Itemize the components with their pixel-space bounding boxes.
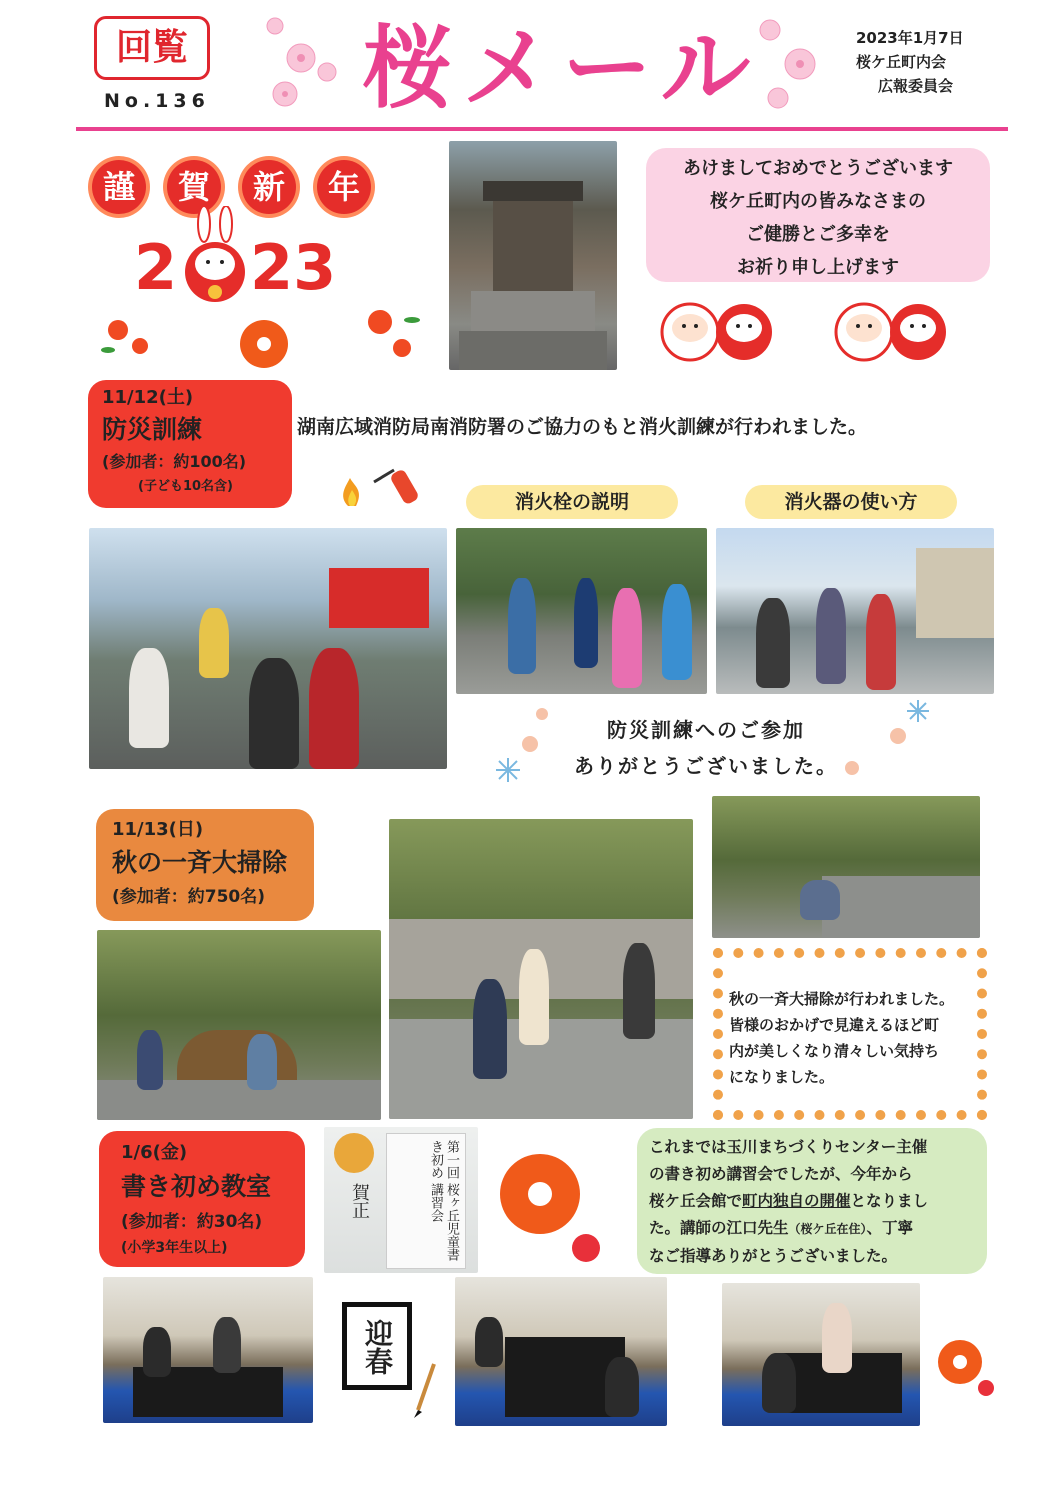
sakura-decoration-icon	[255, 10, 345, 110]
thanks-line: ありがとうございました。	[574, 754, 838, 778]
poster-line: 講習会	[428, 1183, 443, 1223]
greeting-char-blossom: 謹	[92, 160, 146, 214]
drill-crowd-photo	[89, 528, 447, 769]
cleanup-note-text	[723, 958, 977, 1090]
note-line: 皆様のおかげで見違えるほど町	[729, 1016, 940, 1034]
plum-blossom-icon	[98, 312, 158, 362]
cleanup-note	[713, 948, 987, 1120]
org-name: 桜ケ丘町内会	[856, 53, 947, 71]
note-part: となりまし	[850, 1192, 929, 1210]
calligraphy-note-line	[649, 1215, 987, 1243]
header-divider	[76, 127, 1008, 131]
issue-info	[856, 26, 964, 98]
drill-participants: (参加者：約100名)	[102, 452, 247, 471]
snowflake-icon	[836, 694, 936, 784]
calligraphy-class-photo-2	[455, 1277, 667, 1426]
calligraphy-class-photo-1	[103, 1277, 313, 1423]
cleanup-tag	[96, 809, 314, 921]
calligraphy-title: 書き初め教室	[121, 1172, 272, 1201]
calligraphy-tag	[99, 1131, 305, 1267]
drill-tag	[88, 380, 292, 508]
extinguisher-photo	[716, 528, 994, 694]
calligraphy-participants: (参加者：約30名)	[121, 1212, 263, 1232]
note-part: た。講師の江口先生	[649, 1219, 789, 1237]
note-small: （桜ケ丘在住）	[788, 1222, 867, 1236]
calligraphy-poster-photo	[324, 1127, 478, 1273]
brush-icon	[410, 1360, 440, 1420]
drill-kids: (子ども10名含)	[138, 479, 233, 494]
geishun-sign	[342, 1302, 412, 1390]
cleanup-participants: (参加者：約750名)	[112, 887, 266, 907]
caption-hydrant: 消火栓の説明	[466, 485, 678, 519]
plum-blossom-icon	[236, 316, 296, 372]
note-line: 内が美しくなり清々しい気持ち	[729, 1042, 940, 1060]
note-part: 、丁寧	[866, 1219, 914, 1237]
new-year-message	[646, 148, 990, 282]
circular-label: 回覧	[115, 27, 188, 68]
geishun-text: 迎春	[361, 1319, 394, 1375]
drill-description: 湖南広域消防局南消防署のご協力のもと消火訓練が行われました。	[297, 416, 868, 438]
newsletter-title: 桜メール	[362, 16, 761, 121]
calligraphy-class-photo-3	[722, 1283, 920, 1426]
message-line: 桜ケ丘町内の皆みなさまの	[710, 191, 926, 212]
thanks-line: 防災訓練へのご参加	[607, 718, 805, 742]
issue-date: 2023年1月7日	[856, 29, 964, 47]
drill-title: 防災訓練	[102, 415, 203, 444]
sakura-decoration-icon	[754, 10, 844, 110]
fire-extinguisher-icon	[334, 456, 424, 512]
year-digits-23: 23	[250, 231, 337, 304]
daruma-rabbit-icon	[182, 206, 248, 310]
drill-date: 11/12(土)	[102, 387, 194, 408]
calligraphy-note-line: これまでは玉川まちづくりセンター主催	[649, 1138, 928, 1156]
poster-line: 桜ヶ丘児童書き初め	[428, 1140, 459, 1262]
message-line: お祈り申し上げます	[737, 257, 899, 278]
cleanup-date: 11/13(日)	[112, 819, 204, 840]
committee-name: 広報委員会	[878, 77, 954, 95]
greeting-char-blossom: 年	[317, 160, 371, 214]
plum-blossom-icon	[934, 1336, 1000, 1400]
daruma-pair-icon	[832, 296, 952, 366]
cleanup-wall-photo	[389, 819, 693, 1119]
greeting-char-blossom: 賀	[167, 160, 221, 214]
cleanup-leaves-photo	[97, 930, 381, 1120]
year-digit-2: 2	[134, 231, 178, 304]
poster-paper	[386, 1133, 466, 1269]
cleanup-path-photo	[712, 796, 980, 938]
snowflake-icon	[492, 700, 552, 786]
drill-thanks	[556, 712, 856, 784]
calligraphy-note-line	[649, 1188, 987, 1215]
calligraphy-grade: (小学3年生以上)	[121, 1240, 228, 1256]
year-2023	[134, 228, 354, 308]
plum-blossom-icon	[494, 1148, 618, 1278]
calligraphy-note-line: なご指導ありがとうございました。	[649, 1247, 898, 1265]
poster-side-text: 賀正	[349, 1183, 370, 1219]
issue-number: No.136	[104, 90, 210, 112]
cleanup-title: 秋の一斉大掃除	[112, 848, 288, 877]
plum-blossom-icon	[352, 304, 428, 364]
calligraphy-note	[637, 1128, 987, 1274]
circular-badge	[94, 16, 210, 80]
note-line: になりました。	[729, 1068, 835, 1086]
shrine-photo	[449, 141, 617, 370]
greeting-char-blossom: 新	[242, 160, 296, 214]
message-line: あけましておめでとうございます	[683, 158, 953, 179]
daruma-pair-icon	[658, 296, 778, 366]
note-part: 桜ケ丘会館で	[649, 1192, 743, 1210]
note-underlined: 町内独自の開催	[742, 1192, 851, 1210]
message-line: ご健勝とご多幸を	[746, 224, 890, 245]
calligraphy-date: 1/6(金)	[121, 1142, 188, 1163]
calligraphy-note-line: の書き初め講習会でしたが、今年から	[649, 1165, 913, 1183]
new-year-greeting	[92, 160, 392, 210]
note-line: 秋の一斉大掃除が行われました。	[729, 990, 955, 1008]
poster-line: 第一回	[444, 1140, 459, 1179]
hydrant-photo	[456, 528, 707, 694]
caption-extinguisher: 消火器の使い方	[745, 485, 957, 519]
